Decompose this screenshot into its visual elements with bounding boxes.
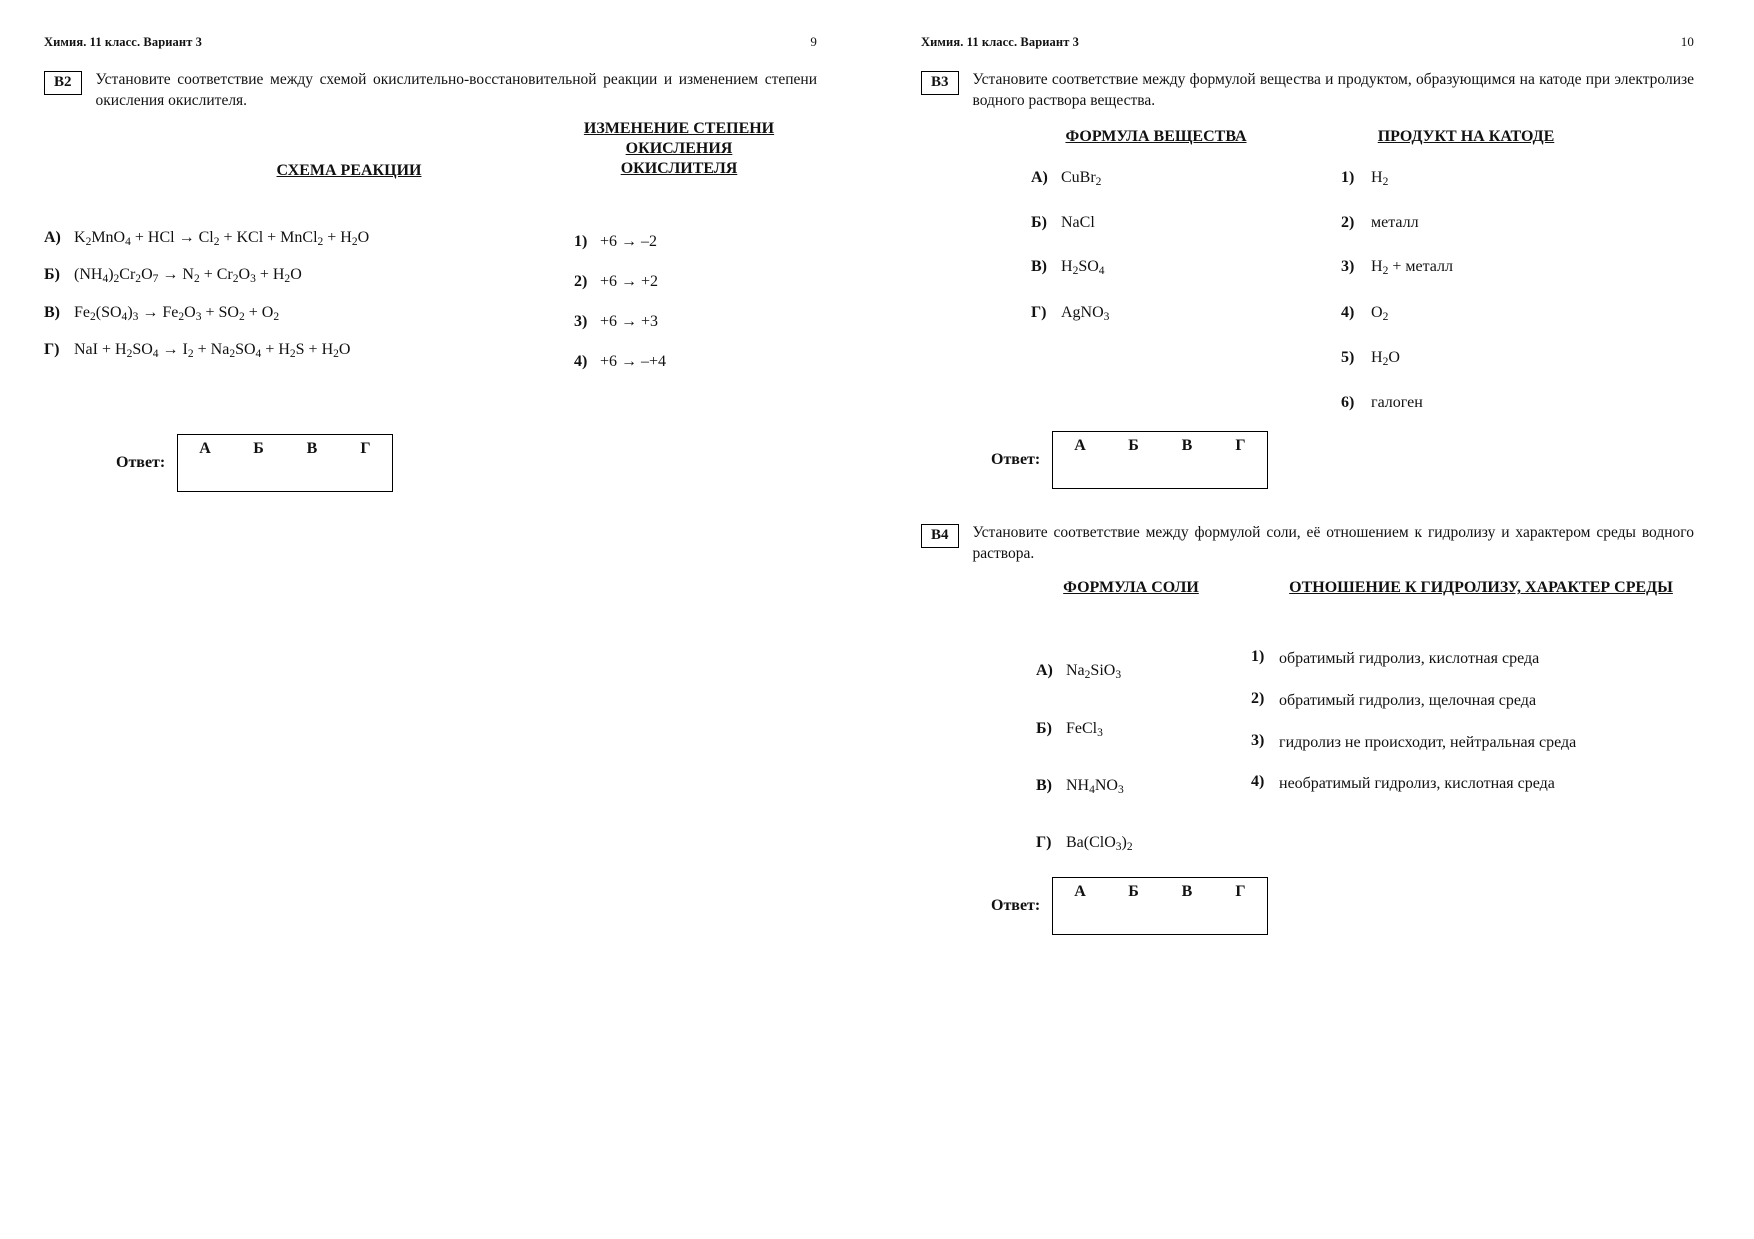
item-value: галоген	[1371, 394, 1423, 412]
task-b4-column-headers	[921, 578, 1694, 648]
task-b2-text: Установите соответствие между схемой окислительно-восстановительной реакции и изменением степени окисления окислителя.	[95, 71, 817, 109]
task-b3-left-list	[1031, 169, 1311, 349]
task-b4	[921, 523, 1694, 935]
answer-column-v: В	[306, 440, 318, 458]
item-value: $H_2O$	[1371, 348, 1400, 369]
task-b4-head	[921, 523, 1694, 564]
answer-column-v: В	[1181, 883, 1193, 901]
item-value: +6 → +2	[600, 273, 659, 291]
list-item	[574, 273, 824, 291]
item-label: 2)	[1341, 214, 1355, 232]
item-label: 5)	[1341, 348, 1355, 366]
item-value: +6 → –+4	[600, 353, 667, 371]
task-b2-code: В2	[44, 71, 82, 95]
answer-column-a: А	[199, 440, 211, 458]
list-item	[1251, 773, 1701, 795]
answer-grid[interactable]	[1052, 431, 1268, 489]
item-value: +6 → +3	[600, 313, 659, 331]
task-b4-col1-title: ФОРМУЛА СОЛИ	[1063, 579, 1199, 597]
task-b3-col1-title: ФОРМУЛА ВЕЩЕСТВА	[1065, 128, 1247, 146]
task-b3-head	[921, 70, 1694, 111]
task-b2-right-list	[574, 233, 824, 393]
item-label: Б)	[1031, 214, 1047, 232]
item-label: В)	[44, 303, 60, 321]
answer-column-v: В	[1181, 437, 1193, 455]
item-value: +6 → –2	[600, 233, 658, 251]
list-item	[1036, 777, 1256, 796]
task-b3-code: В3	[921, 71, 959, 95]
item-value: гидролиз не происходит, нейтральная среда	[1279, 733, 1577, 751]
list-item	[1036, 720, 1256, 739]
list-item	[1036, 834, 1256, 853]
task-b3-column-headers	[921, 127, 1694, 169]
task-b3-col2-title: ПРОДУКТ НА КАТОДЕ	[1377, 128, 1555, 146]
list-item	[1251, 648, 1701, 670]
page-number: 10	[1680, 34, 1694, 49]
item-formula: NaCl	[1061, 214, 1095, 232]
list-item	[1341, 304, 1671, 323]
answer-grid[interactable]	[1052, 877, 1268, 935]
task-b3	[921, 70, 1694, 489]
item-formula: FeCl$_3$	[1066, 719, 1103, 739]
list-item	[44, 341, 564, 360]
item-value: $H_2$	[1371, 169, 1389, 189]
task-b2-body	[44, 229, 817, 371]
page-right	[877, 0, 1754, 1239]
item-label: 1)	[1341, 169, 1355, 187]
item-formula: $K_2MnO_4$ + HCl → $Cl_2$ + KCl + MnCl$_2$ + $H_2O$	[74, 229, 370, 249]
item-label: 1)	[574, 233, 588, 251]
list-item	[1251, 732, 1701, 754]
task-b2	[44, 70, 817, 492]
list-item	[1036, 662, 1256, 681]
item-label: 4)	[1341, 303, 1355, 321]
item-label: 6)	[1341, 394, 1355, 412]
item-label: Б)	[1036, 719, 1052, 737]
item-label: Г)	[1036, 834, 1052, 852]
item-formula: NaI + $H_2SO_4 \to I_2 + Na_2SO_4 + H_2S + H_2O$	[74, 340, 351, 361]
item-label: А)	[1031, 169, 1048, 187]
item-label: 1)	[1251, 648, 1265, 666]
item-value: $H_2$ + металл	[1371, 258, 1453, 278]
answer-column-g: Г	[360, 440, 371, 458]
item-value: обратимый гидролиз, кислотная среда	[1279, 650, 1540, 668]
task-b2-col2-title: ИЗМЕНЕНИЕ СТЕПЕНИ ОКИСЛЕНИЯ ОКИСЛИТЕЛЯ	[583, 120, 775, 178]
answer-column-a: А	[1074, 437, 1086, 455]
task-b4-body	[921, 648, 1694, 883]
task-b4-text: Установите соответствие между формулой соли, её отношением к гидролизу и характером среды водного раствора.	[972, 524, 1694, 562]
task-b4-col2-title: ОТНОШЕНИЕ К ГИДРОЛИЗУ, ХАРАКТЕР СРЕДЫ	[1289, 579, 1673, 597]
item-label: 4)	[574, 353, 588, 371]
running-head-title: Химия. 11 класс. Вариант 3	[44, 35, 203, 49]
item-formula: $Na_2SiO_3$	[1066, 662, 1122, 682]
item-label: 3)	[1251, 731, 1265, 749]
list-item	[574, 353, 824, 371]
item-formula: $NH_4NO_3$	[1066, 776, 1124, 797]
list-item	[1031, 258, 1311, 277]
item-label: А)	[44, 229, 61, 247]
list-item	[1341, 349, 1671, 368]
list-item	[44, 266, 564, 285]
item-label: А)	[1036, 662, 1053, 680]
item-formula: $Fe_2(SO_4)_3 \to Fe_2O_3 + SO_2 + O_2$	[74, 303, 280, 323]
list-item	[1031, 304, 1311, 323]
list-item	[44, 304, 564, 323]
list-item	[1341, 394, 1671, 412]
item-formula: $Ba(ClO_3)_2$	[1066, 834, 1133, 854]
task-b4-left-list	[1036, 662, 1256, 891]
answer-label: Ответ:	[991, 897, 1041, 915]
list-item	[574, 313, 824, 331]
task-b2-head	[44, 70, 817, 111]
item-label: Б)	[44, 266, 60, 284]
item-formula: $(NH_4)_2Cr_2O_7 \to N_2 + Cr_2O_3 + H_2O$	[74, 266, 302, 286]
list-item	[574, 233, 824, 251]
item-value: металл	[1371, 214, 1419, 232]
item-label: 3)	[574, 313, 588, 331]
answer-column-a: А	[1074, 883, 1086, 901]
task-b4-answer	[991, 877, 1694, 935]
item-label: 2)	[1251, 690, 1265, 708]
running-head-left	[44, 34, 817, 50]
item-label: 4)	[1251, 773, 1265, 791]
task-b2-answer	[116, 434, 817, 492]
task-b2-column-headers	[44, 111, 817, 229]
task-b2-col1-title: СХЕМА РЕАКЦИИ	[276, 162, 422, 180]
task-b2-left-list	[44, 229, 564, 360]
task-b4-right-list	[1251, 648, 1701, 814]
running-head-title: Химия. 11 класс. Вариант 3	[921, 35, 1080, 49]
item-label: Г)	[44, 340, 60, 358]
task-b3-text: Установите соответствие между формулой вещества и продуктом, образующимся на катоде при электролизе водного раствора вещества.	[972, 71, 1694, 109]
item-value: необратимый гидролиз, кислотная среда	[1279, 775, 1555, 793]
task-b3-right-list	[1341, 169, 1671, 438]
item-label: 2)	[574, 273, 588, 291]
page-number: 9	[810, 34, 817, 49]
item-label: В)	[1031, 258, 1047, 276]
answer-column-g: Г	[1235, 883, 1246, 901]
item-formula: AgNO$_3$	[1061, 303, 1110, 323]
item-value: $O_2$	[1371, 303, 1389, 323]
answer-column-b: Б	[1128, 883, 1139, 901]
answer-grid[interactable]	[177, 434, 393, 492]
list-item	[1251, 690, 1701, 712]
list-item	[1341, 258, 1671, 277]
task-b3-body	[921, 169, 1694, 469]
item-label: В)	[1036, 776, 1052, 794]
answer-label: Ответ:	[991, 451, 1041, 469]
list-item	[1031, 169, 1311, 188]
item-label: Г)	[1031, 303, 1047, 321]
item-label: 3)	[1341, 258, 1355, 276]
task-b4-code: В4	[921, 524, 959, 548]
item-value: обратимый гидролиз, щелочная среда	[1279, 692, 1537, 710]
answer-column-b: Б	[1128, 437, 1139, 455]
list-item	[44, 229, 564, 248]
item-formula: $H_2SO_4$	[1061, 258, 1105, 278]
answer-label: Ответ:	[116, 454, 166, 472]
list-item	[1341, 214, 1671, 232]
running-head-right	[921, 34, 1694, 50]
answer-column-b: Б	[253, 440, 264, 458]
answer-column-g: Г	[1235, 437, 1246, 455]
list-item	[1341, 169, 1671, 188]
item-formula: CuBr$_2$	[1061, 169, 1102, 189]
list-item	[1031, 214, 1311, 232]
